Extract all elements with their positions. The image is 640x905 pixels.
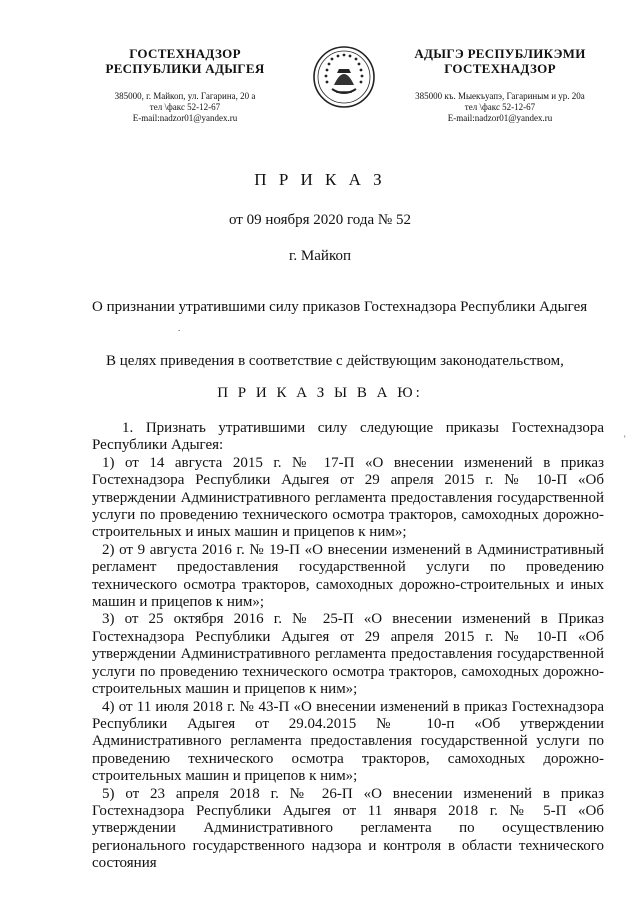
list-item: 3) от 25 октября 2016 г. № 25-П «О внесении изменений в Приказ Гостехнадзора Республики Адыгея от 29 апреля 2015 г. № 10-П «Об утверждении Административного регламента предоставления государственной услуги по проведению технического осмотра тракторов, самоходных дорожно-строительных машин и прицепов к ним»; [92, 611, 604, 698]
header-right-phone: тел \факс 52-12-67 [464, 102, 536, 112]
document-subject: О признании утратившими силу приказов Гостехнадзора Республики Адыгея [92, 299, 588, 315]
scan-mark: . [178, 323, 181, 333]
header-left-address: 385000, г. Майкоп, ул. Гагарина, 20 а [114, 91, 256, 101]
document-body [92, 420, 604, 873]
header-right-title-line2: ГОСТЕХНАДЗОР [444, 61, 556, 76]
header-right-email: E-mail:nadzor01@yandex.ru [447, 113, 553, 123]
document-date: от 09 ноября 2020 года № 52 [229, 212, 411, 228]
header-left-block [80, 46, 290, 124]
coat-of-arms-icon [312, 45, 376, 109]
list-item: 1) от 14 августа 2015 г. № 17-П «О внесении изменений в приказ Гостехнадзора Республики Адыгея от 29 апреля 2015 г. № 10-П «Об утверждении Административного регламента предоставления государственной услуги по проведению технического осмотра тракторов, самоходных дорожно-строительных и иных машин и прицепов к ним»; [92, 454, 604, 541]
document-city: г. Майкоп [288, 248, 352, 264]
header-left-title-line2: РЕСПУБЛИКИ АДЫГЕЯ [105, 61, 265, 76]
header-right-title-line1: АДЫГЭ РЕСПУБЛИКЭМИ [414, 46, 586, 61]
document-title: П Р И К А З [254, 170, 386, 189]
header-right-block [385, 46, 615, 124]
header-left-email: E-mail:nadzor01@yandex.ru [132, 113, 238, 123]
paragraph-1: 1. Признать утратившими силу следующие приказы Гостехнадзора Республики Адыгея: [92, 420, 604, 454]
list-item: 2) от 9 августа 2016 г. № 19-П «О внесении изменений в Административный регламент предоставления государственной услуги по проведению технического осмотра тракторов, самоходных дорожно-строительных и иных машин и прицепов к ним»; [92, 541, 604, 611]
header-right-address: 385000 къ. Мыекъуапэ, Гагариным и ур. 20а [415, 91, 585, 101]
list-item: 4) от 11 июля 2018 г. № 43-П «О внесении изменений в приказ Гостехнадзора Республики Адыгея от 29.04.2015 № 10-п «Об утверждении Административного регламента предоставления государственной услуги по проведению технического осмотра тракторов, самоходных дорожно-строительных машин и прицепов к ним»; [92, 698, 604, 785]
document-preamble: В целях приведения в соответствие с действующим законодательством, [106, 353, 564, 369]
order-word: П Р И К А З Ы В А Ю: [217, 385, 423, 401]
list-item: 5) от 23 апреля 2018 г. № 26-П «О внесении изменений в приказ Гостехнадзора Республики Адыгея от 11 января 2018 г. № 5-П «Об утверждении Административного регламента по осуществлению регионального государственного надзора и контроля в области технического состояния [92, 785, 604, 872]
header-left-phone: тел \факс 52-12-67 [149, 102, 221, 112]
margin-mark: ' [624, 434, 626, 444]
header-left-title-line1: ГОСТЕХНАДЗОР [129, 46, 241, 61]
